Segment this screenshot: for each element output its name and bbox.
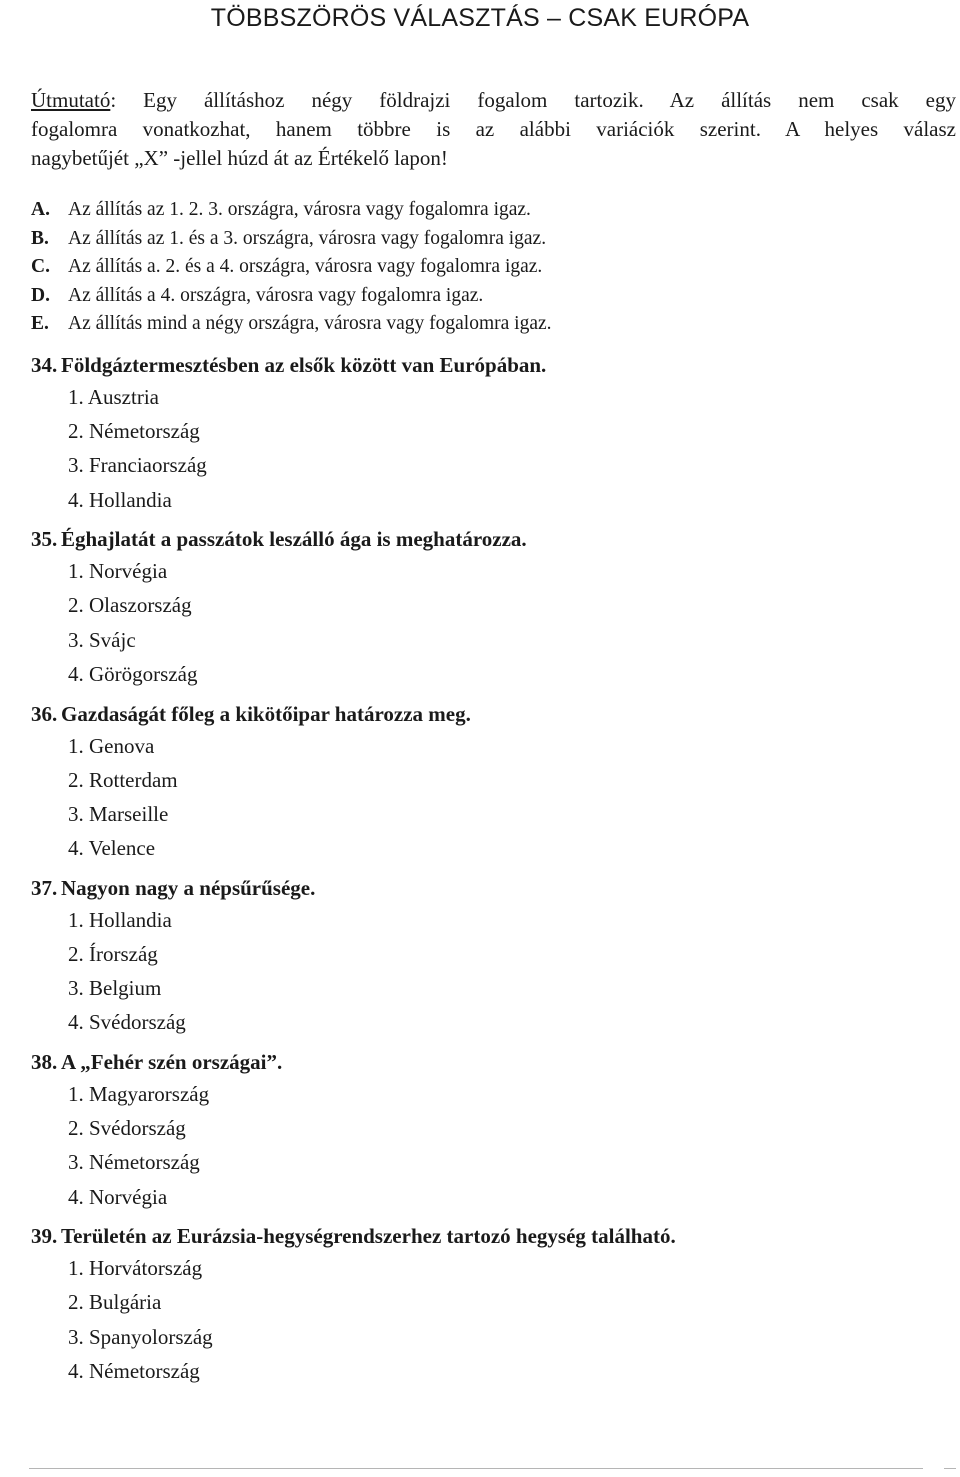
question-option: 2. Rotterdam: [68, 767, 178, 792]
answer-key-letter: B.: [31, 227, 49, 249]
instructions-text-1: : Egy állításhoz négy földrajzi fogalom tartozik. Az állítás nem csak egy: [110, 88, 956, 112]
answer-key-letter: D.: [31, 284, 50, 306]
question-text: Nagyon nagy a népsűrűsége.: [61, 875, 316, 900]
answer-key-row: [31, 282, 931, 311]
question-option: 1. Hollandia: [68, 907, 172, 932]
answer-key: [31, 196, 931, 339]
answer-key-letter: E.: [31, 313, 49, 334]
question-option: 2. Svédország: [68, 1116, 186, 1141]
instructions-line-1: [31, 86, 956, 115]
question-option: 4. Görögország: [68, 661, 198, 686]
instructions-label: Útmutató: [31, 88, 111, 112]
question-option: 4. Németország: [68, 1358, 200, 1383]
question-option: 4. Svédország: [68, 1010, 186, 1035]
question-option: 1. Horvátország: [68, 1256, 203, 1281]
page-title: TÖBBSZÖRÖS VÁLASZTÁS – CSAK EURÓPA: [210, 4, 750, 32]
answer-key-row: [31, 196, 931, 225]
question-option: 2. Bulgária: [68, 1290, 162, 1315]
answer-key-row: [31, 310, 931, 339]
instructions-line-3: nagybetűjét „X” -jellel húzd át az Értékelő lapon!: [31, 146, 448, 170]
question-option: 1. Genova: [68, 733, 155, 758]
question-option: 3. Franciaország: [68, 453, 207, 478]
question-35: [31, 524, 951, 691]
question-39: [31, 1221, 951, 1388]
footer-divider: [29, 1468, 923, 1469]
answer-key-text: Az állítás az 1. és a 3. országra, városra vagy fogalomra igaz.: [68, 227, 547, 249]
question-option: 3. Marseille: [68, 801, 169, 826]
question-stem: [31, 699, 951, 729]
footer-divider-short: [944, 1468, 956, 1469]
answer-key-text: Az állítás az 1. 2. 3. országra, városra vagy fogalomra igaz.: [68, 199, 531, 220]
question-text: Éghajlatát a passzátok leszálló ága is meghatározza.: [61, 527, 527, 552]
question-number: 37.: [31, 875, 58, 900]
question-option: 4. Velence: [68, 836, 156, 861]
instructions: [31, 86, 956, 173]
question-text: Területén az Eurázsia-hegységrendszerhez tartozó hegység található.: [61, 1224, 676, 1249]
question-option: 4. Hollandia: [68, 487, 172, 512]
question-stem: [31, 350, 951, 380]
answer-key-text: Az állítás mind a négy országra, városra vagy fogalomra igaz.: [68, 313, 552, 334]
question-number: 36.: [31, 701, 58, 726]
question-stem: [31, 1047, 951, 1077]
question-34: [31, 350, 951, 517]
question-number: 38.: [31, 1050, 58, 1074]
answer-key-text: Az állítás a 4. országra, városra vagy fogalomra igaz.: [68, 284, 484, 306]
answer-key-text: Az állítás a. 2. és a 4. országra, városra vagy fogalomra igaz.: [68, 256, 543, 277]
question-stem: [31, 524, 951, 554]
question-number: 35.: [31, 527, 58, 552]
question-option: 1. Magyarország: [68, 1082, 210, 1106]
question-option: 3. Spanyolország: [68, 1324, 213, 1349]
question-stem: [31, 873, 951, 903]
answer-key-letter: A.: [31, 199, 50, 220]
question-number: 39.: [31, 1224, 58, 1249]
question-stem: [31, 1221, 951, 1251]
question-option: 3. Belgium: [68, 976, 162, 1001]
question-text: Földgáztermesztésben az elsők között van Európában.: [61, 353, 547, 377]
question-list: [31, 350, 951, 1396]
question-number: 34.: [31, 353, 58, 377]
answer-key-row: [31, 253, 931, 282]
question-38: [31, 1047, 951, 1214]
question-option: 1. Ausztria: [68, 385, 159, 409]
question-option: 2. Németország: [68, 419, 200, 444]
question-36: [31, 699, 951, 866]
question-37: [31, 873, 951, 1040]
question-option: 4. Norvégia: [68, 1184, 168, 1209]
question-text: Gazdaságát főleg a kikötőipar határozza meg.: [61, 701, 471, 726]
question-option: 1. Norvégia: [68, 559, 168, 584]
question-option: 2. Olaszország: [68, 593, 192, 618]
question-option: 3. Németország: [68, 1150, 200, 1175]
question-text: A „Fehér szén országai”.: [61, 1050, 283, 1074]
instructions-line-2: fogalomra vonatkozhat, hanem többre is az alábbi variációk szerint. A helyes válasz: [31, 117, 956, 141]
answer-key-letter: C.: [31, 256, 50, 277]
answer-key-row: [31, 225, 931, 254]
question-option: 3. Svájc: [68, 627, 136, 652]
question-option: 2. Írország: [68, 941, 158, 966]
